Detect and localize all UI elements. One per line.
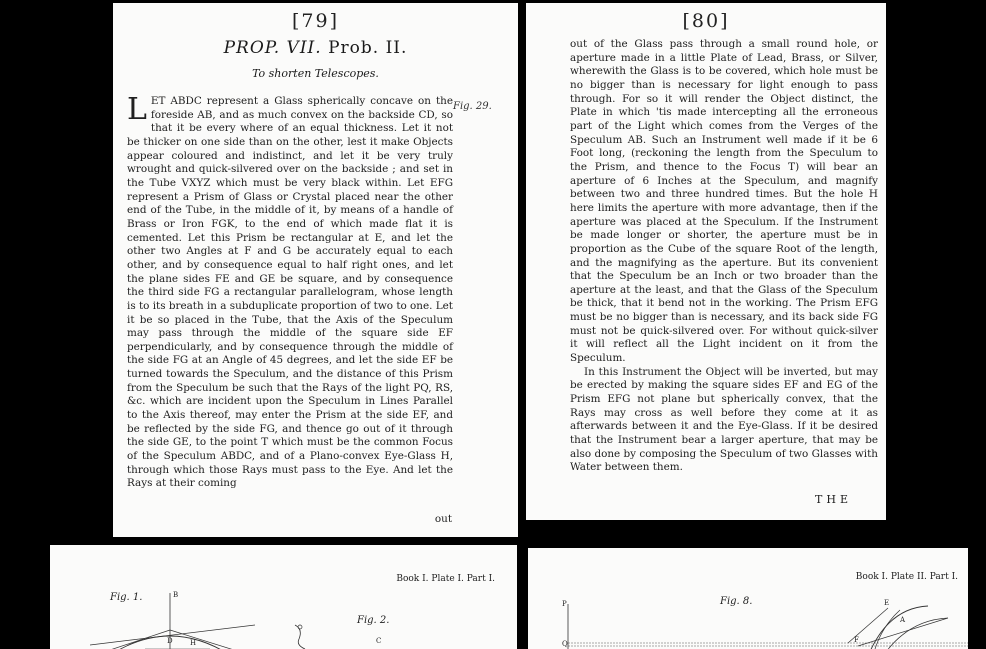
plate-page-left [50,545,517,649]
figure-reference: Fig. 29. [453,101,492,112]
diagram-letter: A [900,616,906,624]
catchword: THE [815,493,852,506]
plate-label: Book I. Plate II. Part I. [855,572,958,582]
body-text [127,92,453,491]
figure-1-label: Fig. 1. [110,592,143,603]
body-paragraph: In this Instrument the Object will be inverted, but may be erected by making the square sides EF and EG of the Prism EFG not plane but spherically convex, that the Rays may cross as well before they come at it as afterwards between it and the Eye-Glass. If it be desired that the Instrument bear a larger aperture, that may be also done by composing the Speculum of two Glasses with Water between them. [570,365,878,474]
diagram-letter: F [854,636,859,644]
prob-label: Prob. II. [328,38,408,58]
plate-label: Book I. Plate I. Part I. [396,574,495,584]
diagram-letter: B [173,591,179,599]
proposition-title [113,38,518,58]
plate-page-right [528,548,968,649]
diagram-letter: E [884,599,890,607]
body-text [570,38,878,475]
figure-2-label: Fig. 2. [357,615,390,626]
body-paragraph: ET ABDC represent a Glass spherically concave on the foreside AB, and as much convex on the backside CD, so that it be every where of an equal thickness. Let it not be thicker on one side than on the other, lest it make Objects appear coloured and indistinct, and let it be very truly wrought and quick-silvered over on the backside ; and set in the Tube VXYZ which must be very black within. Let EFG represent a Prism of Glass or Crystal placed near the other end of the Tube, in the middle of it, by means of a handle of Brass or Iron FGK, to the end of which made flat it is cemented. Let this Prism be rectangular at E, and let the other two Angles at F and G be accurately equal to each other, and by consequence equal to half right ones, and let the plane sides FE and GE be square, and by consequence the third side FG a rectangular parallelogram, whose length is to its breath in a subduplicate proportion of two to one. Let it be so placed in the Tube, that the Axis of the Speculum may pass through the middle of the square side EF perpendicularly, and by consequence through the middle of the side FG at an Angle of 45 degrees, and let the side EF be turned towards the Speculum, and the distance of this Prism from the Speculum be such that the Rays of the light PQ, RS, &c. which are incident upon the Speculum in Lines Parallel to the Axis thereof, may enter the Prism at the side EF, and be reflected by the side FG, and thence go out of it through the side GE, to the point T which must be the common Focus of the Speculum ABDC, and of a Plano-convex Eye-Glass H, through which those Rays must pass to the Eye. And let the Rays at their coming [127,95,453,490]
page-79 [113,3,518,537]
diagram-letter: C [376,637,382,645]
page-number: [79] [291,10,339,32]
prop-label: PROP. VII. [223,38,322,58]
diagram-letter: P [562,600,567,608]
catchword: out [434,513,452,525]
page-number: [80] [682,10,730,32]
section-subtitle: To shorten Telescopes. [252,67,379,80]
drop-cap: L [127,92,147,127]
page-80 [526,3,886,520]
diagram-letter: Q [562,640,568,648]
diagram-letter: H [190,639,197,647]
figure-8-label: Fig. 8. [720,596,753,607]
diagram-letter: D [167,637,173,645]
body-paragraph: out of the Glass pass through a small round hole, or aperture made in a little Plate of Lead, Brass, or Silver, wherewith the Glass is to be covered, which hole must be no bigger than is necessary for light enough to pass through. For so it will render the Object distinct, the Plate in which 'tis made intercepting all the erroneous part of the Light which comes from the Verges of the Speculum AB. Such an Instrument well made if it be 6 Foot long, (reckoning the length from the Speculum to the Prism, and thence to the Focus T) will bear an aperture of 6 Inches at the Speculum, and magnify between two and three hundred times. But the hole H here limits the aperture with more advantage, then if the aperture was placed at the Speculum. If the Instrument be made longer or shorter, the aperture must be in proportion as the Cube of the square Root of the length, and the magnifying as the aperture. But its convenient that the Speculum be an Inch or two broader than the aperture at the least, and that the Glass of the Speculum be thick, that it bend not in the working. The Prism EFG must be no bigger than is necessary, and its back side FG must not be quick-silvered over. For without quick-silver it will reflect all the Light incident on it from the Speculum. [570,38,878,365]
